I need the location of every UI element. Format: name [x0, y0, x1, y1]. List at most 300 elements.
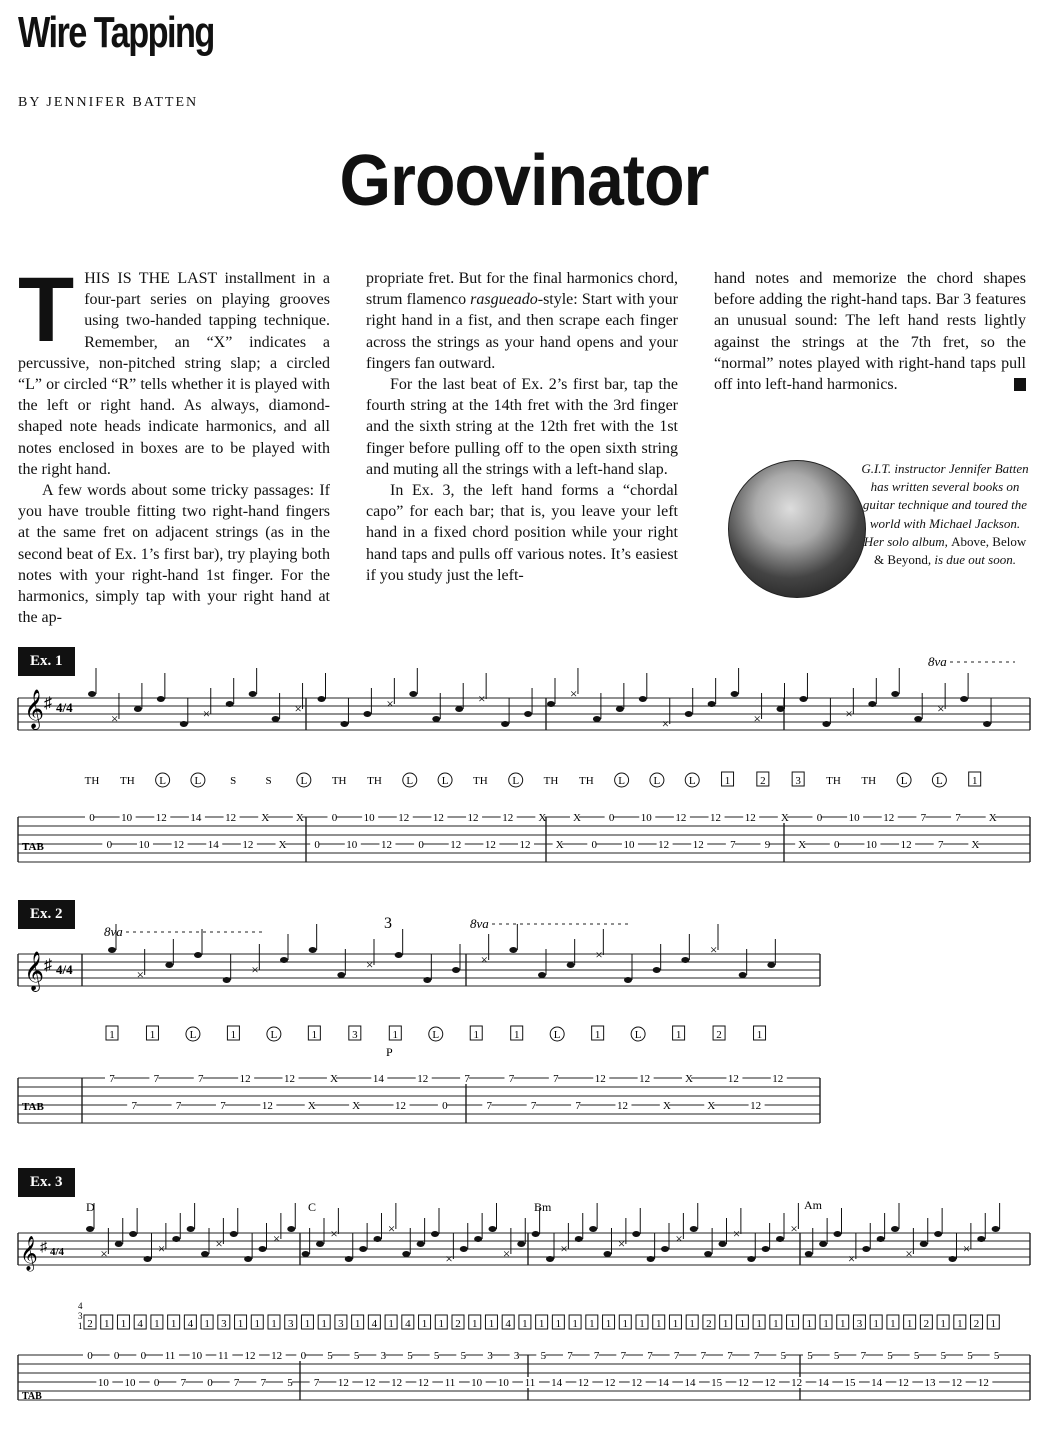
- x-notehead-icon: ×: [845, 706, 853, 721]
- hand-marking: 1: [321, 1318, 327, 1330]
- x-notehead-icon: ×: [215, 1236, 223, 1251]
- hand-marking: TH: [473, 775, 488, 787]
- x-notehead-icon: ×: [710, 942, 718, 957]
- notehead: [891, 691, 899, 697]
- tab-number: X: [707, 1100, 716, 1112]
- hand-markings: [84, 1315, 999, 1330]
- paragraph-text: hand notes and memorize the chord shapes before adding the right-hand taps. Bar 3 features an unusual sound: The left hand rests lightly against the strings at the 7th fret, so the “normal” notes played with right-hand taps pull off into left-hand harmonics.: [714, 270, 1026, 394]
- triplet-marking: 3: [384, 915, 392, 932]
- tab-number: X: [538, 812, 547, 824]
- hand-marking: 1: [839, 1318, 846, 1330]
- hand-marking: L: [553, 1029, 561, 1041]
- notehead: [983, 721, 991, 727]
- staff-lines: [18, 698, 1030, 730]
- hand-marking: L: [936, 775, 943, 787]
- tab-number: 12: [242, 839, 254, 851]
- tab-number: 12: [432, 812, 444, 824]
- hand-marking: 4: [187, 1318, 194, 1330]
- hand-marking: 1: [311, 1029, 318, 1041]
- tab-number: 0: [442, 1100, 448, 1112]
- notehead: [739, 972, 747, 978]
- tab-number: X: [307, 1100, 316, 1112]
- tab-number: 7: [620, 1350, 627, 1362]
- paragraph: [366, 268, 678, 374]
- x-notehead-icon: ×: [569, 686, 578, 701]
- notehead: [934, 1231, 942, 1237]
- notehead: [546, 1256, 554, 1262]
- hand-marking: S: [230, 775, 237, 787]
- notehead: [337, 972, 345, 978]
- time-signature: 4/4: [50, 1246, 65, 1258]
- tab-number: 5: [967, 1350, 973, 1362]
- notehead: [547, 701, 555, 707]
- tab-number: 12: [261, 1100, 273, 1112]
- hand-marking: 1: [392, 1029, 399, 1041]
- tab-number: X: [685, 1073, 694, 1085]
- x-notehead-icon: ×: [790, 1221, 798, 1236]
- tab-number: 12: [239, 1073, 251, 1085]
- tab-number: 15: [844, 1377, 856, 1389]
- tab-number: 12: [577, 1377, 589, 1389]
- hand-marking: 1: [773, 1318, 779, 1330]
- x-notehead-icon: ×: [937, 701, 945, 716]
- tab-number: 0: [418, 839, 424, 851]
- notehead: [639, 696, 647, 702]
- headline: Groovinator: [339, 141, 709, 221]
- tab-number: 7: [593, 1350, 600, 1362]
- notehead: [767, 962, 775, 968]
- tab-number: 10: [191, 1350, 203, 1362]
- hand-marking: 3: [338, 1318, 344, 1330]
- tab-number: 0: [207, 1377, 213, 1389]
- tab-number: 7: [464, 1073, 470, 1085]
- notehead: [460, 1246, 468, 1252]
- tab-number: X: [988, 812, 997, 824]
- tab-number: 7: [220, 1100, 226, 1112]
- tab-number: 10: [471, 1377, 483, 1389]
- tab-number: 12: [692, 839, 704, 851]
- hand-marking: 1: [204, 1318, 210, 1330]
- tab-number: 12: [398, 812, 410, 824]
- hand-marking: 1: [756, 1029, 763, 1041]
- tab-number: 12: [244, 1350, 256, 1362]
- hand-marking: 1: [957, 1318, 963, 1330]
- key-signature-sharp-icon: ♯: [44, 957, 52, 974]
- tab-number: 12: [337, 1377, 349, 1389]
- tab-number: 5: [807, 1350, 813, 1362]
- notehead: [345, 1256, 353, 1262]
- notehead: [86, 1226, 94, 1232]
- hand-marking: 1: [388, 1318, 394, 1330]
- tab-number: X: [662, 1100, 671, 1112]
- hand-marking: 1: [304, 1318, 311, 1330]
- hand-marking: 1: [572, 1318, 578, 1330]
- tab-number: 14: [372, 1073, 384, 1085]
- notehead: [567, 962, 575, 968]
- hand-marking: 2: [716, 1029, 722, 1041]
- hand-marking: 1: [237, 1318, 244, 1330]
- tab-number: 9: [764, 839, 771, 851]
- tab-number: 11: [218, 1350, 229, 1362]
- hand-marking: 3: [287, 1318, 294, 1330]
- hand-marking: 1: [739, 1318, 746, 1330]
- treble-clef-icon: 𝄞: [24, 691, 45, 728]
- notehead: [681, 957, 689, 963]
- notehead: [731, 691, 739, 697]
- notehead: [708, 701, 716, 707]
- album-title: Above, Below & Beyond: [874, 533, 1027, 568]
- x-notehead-icon: ×: [386, 696, 394, 711]
- tab-number: 12: [391, 1377, 403, 1389]
- tab-number: 7: [486, 1100, 493, 1112]
- caption-text: G.I.T. instructor Jennifer Batten has written several books on guitar technique and toured the world with Michael Jackson. Her solo album,: [861, 461, 1029, 549]
- x-notehead-icon: ×: [617, 1236, 626, 1251]
- tab-number: 7: [937, 839, 944, 851]
- hand-marking: 1: [354, 1318, 361, 1330]
- notehead: [134, 706, 142, 712]
- notehead: [538, 972, 546, 978]
- notehead: [747, 1256, 755, 1262]
- tab-number: 12: [155, 812, 167, 824]
- x-notehead-icon: ×: [330, 1226, 338, 1241]
- hand-marking: TH: [578, 775, 594, 787]
- hand-marking: 1: [555, 1318, 562, 1330]
- hand-marking: TH: [826, 775, 841, 787]
- tab-number: 0: [89, 812, 95, 824]
- hand-marking: 1: [488, 1318, 495, 1330]
- tab-number: 14: [871, 1377, 883, 1389]
- tab-number: 12: [639, 1073, 651, 1085]
- tab-number: 10: [497, 1377, 509, 1389]
- tab-number: 5: [887, 1350, 893, 1362]
- tab-number: 5: [407, 1350, 413, 1362]
- hand-markings: [106, 1026, 766, 1041]
- tab-clef: TAB: [22, 841, 44, 853]
- hand-marking: 3: [856, 1318, 863, 1330]
- chord-symbol: D: [86, 1200, 95, 1214]
- paragraph: In Ex. 3, the left hand forms a “chordal capo” for each bar; that is, you leave your left hand in a fixed chord position while your right hand taps and pulls off various notes. It’s easiest if you study just the left-: [366, 482, 678, 584]
- tab-number: 14: [684, 1377, 696, 1389]
- x-notehead-icon: ×: [675, 1231, 683, 1246]
- hand-marking: 1: [672, 1318, 679, 1330]
- paragraph-text: -style: Start with your right hand in a fist, and then scrape each finger across the strings as your hand opens and your fingers fan outward.: [366, 291, 679, 372]
- notehead: [517, 1241, 525, 1247]
- x-notehead-icon: ×: [202, 706, 211, 721]
- tab-number: X: [780, 812, 789, 824]
- octave-marking: 8va: [928, 654, 947, 669]
- x-notehead-icon: ×: [560, 1241, 568, 1256]
- pull-off-marking: P: [386, 1045, 393, 1059]
- hand-marking: TH: [543, 775, 559, 787]
- x-notehead-icon: ×: [100, 1246, 108, 1261]
- hand-marking: TH: [331, 775, 347, 787]
- author-photo: [728, 460, 866, 598]
- hand-marking: 1: [522, 1318, 528, 1330]
- tab-number: 7: [730, 839, 736, 851]
- notehead: [316, 1241, 324, 1247]
- hand-marking: 1: [722, 1318, 729, 1330]
- tab-number: 5: [780, 1350, 787, 1362]
- tab-number: 5: [460, 1350, 467, 1362]
- tab-number: 0: [87, 1350, 93, 1362]
- hand-marking: 1: [689, 1318, 695, 1330]
- notehead: [272, 716, 280, 722]
- tab-number: 12: [772, 1073, 784, 1085]
- notehead: [409, 691, 417, 697]
- notehead: [129, 1231, 137, 1237]
- tab-number: 12: [417, 1377, 429, 1389]
- notehead: [172, 1236, 180, 1242]
- tab-number: 12: [977, 1377, 989, 1389]
- tab-number: 12: [737, 1377, 749, 1389]
- notehead: [157, 696, 165, 702]
- hand-marking: 1: [254, 1318, 261, 1330]
- example-2-label: Ex. 2: [18, 900, 75, 929]
- tab-number: 3: [513, 1350, 520, 1362]
- time-signature: 4/4: [56, 962, 73, 977]
- tab-number: 10: [138, 839, 150, 851]
- example-1-label: Ex. 1: [18, 647, 75, 676]
- notehead: [359, 1246, 367, 1252]
- hand-marking: 4: [405, 1318, 411, 1330]
- notehead: [226, 701, 234, 707]
- hand-marking: 1: [890, 1318, 896, 1330]
- tab-number: 0: [153, 1377, 160, 1389]
- tab-number: 12: [631, 1377, 643, 1389]
- hand-marking: L: [900, 775, 908, 787]
- tab-number: 12: [467, 812, 479, 824]
- tab-number: 12: [380, 839, 392, 851]
- notehead: [632, 1231, 640, 1237]
- x-notehead-icon: ×: [294, 701, 302, 716]
- tab-number: 7: [198, 1073, 204, 1085]
- notehead: [452, 967, 460, 973]
- paragraph: [714, 268, 1026, 395]
- notehead: [891, 1226, 899, 1232]
- tab-number: 10: [640, 812, 652, 824]
- tab-number: 7: [753, 1350, 760, 1362]
- tab-number: 0: [331, 812, 338, 824]
- notehead: [165, 962, 173, 968]
- tab-number: 0: [106, 839, 113, 851]
- octave-marking: 8va: [104, 924, 123, 939]
- notehead: [402, 1251, 410, 1257]
- notehead: [685, 711, 693, 717]
- hand-marking: 1: [471, 1318, 478, 1330]
- example-1-notation: [0, 650, 1048, 870]
- tab-number: 12: [951, 1377, 963, 1389]
- fingering-number: 1: [78, 1321, 83, 1331]
- tab-number: 11: [524, 1377, 536, 1389]
- tab-number: 12: [284, 1073, 296, 1085]
- tab-number: 5: [833, 1350, 840, 1362]
- notehead: [524, 711, 532, 717]
- tab-number: 12: [604, 1377, 616, 1389]
- tab-number: 7: [860, 1350, 867, 1362]
- notehead: [287, 1226, 295, 1232]
- hand-marking: L: [618, 775, 625, 787]
- tab-number: 12: [594, 1073, 606, 1085]
- notehead: [593, 716, 601, 722]
- fingering-number: 4: [78, 1301, 83, 1311]
- paragraph-text: propriate fret. But for the final harmonics chord, strum flamenco: [366, 270, 678, 309]
- tab-number: 7: [530, 1100, 537, 1112]
- notehead: [374, 1236, 382, 1242]
- article-column-3: [714, 268, 1026, 395]
- hand-marking: 1: [724, 775, 731, 787]
- hand-marking: 4: [371, 1318, 378, 1330]
- x-notehead-icon: ×: [480, 952, 489, 967]
- treble-clef-icon: 𝄞: [24, 953, 45, 990]
- hand-marking: 1: [103, 1318, 110, 1330]
- tab-number: 5: [940, 1350, 947, 1362]
- tab-number: 5: [433, 1350, 440, 1362]
- notehead: [302, 1251, 310, 1257]
- tab-number: 5: [913, 1350, 920, 1362]
- tab-number: 12: [675, 812, 687, 824]
- hand-marking: 1: [655, 1318, 662, 1330]
- x-notehead-icon: ×: [110, 711, 119, 726]
- tab-number: 5: [327, 1350, 333, 1362]
- end-of-article-icon: [1014, 378, 1026, 391]
- tab-number: 7: [955, 812, 961, 824]
- tab-number: 7: [727, 1350, 733, 1362]
- tab-number: 0: [113, 1350, 120, 1362]
- tab-number: X: [278, 839, 287, 851]
- example-3-notation: [0, 1195, 1048, 1427]
- notehead: [423, 977, 431, 983]
- tab-number: 12: [883, 812, 895, 824]
- notehead: [805, 1251, 813, 1257]
- tab-number: 12: [173, 839, 185, 851]
- article-column-1: [18, 259, 330, 628]
- hand-marking: 3: [795, 775, 801, 787]
- hand-marking: 1: [622, 1318, 629, 1330]
- example-2-notation: [0, 910, 1048, 1145]
- tab-number: 12: [764, 1377, 776, 1389]
- notehead: [187, 1226, 195, 1232]
- tab-clef: TAB: [22, 1391, 42, 1402]
- treble-clef-icon: 𝄞: [20, 1237, 38, 1270]
- tab-number: 7: [575, 1100, 581, 1112]
- tab-number: X: [573, 812, 581, 824]
- notehead: [249, 691, 257, 697]
- notehead: [762, 1246, 770, 1252]
- tab-number: 12: [658, 839, 670, 851]
- hand-marking: 1: [149, 1029, 156, 1041]
- notehead: [244, 1256, 252, 1262]
- tab-number: 12: [484, 839, 496, 851]
- notehead: [914, 716, 922, 722]
- tab-number: 7: [175, 1100, 182, 1112]
- paragraph: For the last beat of Ex. 2’s first bar, tap the fourth string at the 14th fret with the 3rd finger and the sixth string at the 12th fret with the 1st finger before pulling off to the open sixth string and muting all the strings with a left-hand slap.: [366, 376, 678, 478]
- byline: BY JENNIFER BATTEN: [18, 95, 199, 110]
- hand-marking: L: [441, 775, 449, 787]
- tab-number: 12: [710, 812, 722, 824]
- paragraph: A few words about some tricky passages: If you have trouble fitting two right-hand fingers at the same fret on adjacent strings (as in the second beat of Ex. 1’s first bar), try playing both notes with your right-hand 1st finger. For the harmonics, simply tap with your right hand at the ap-: [18, 482, 330, 627]
- notehead: [949, 1256, 957, 1262]
- tab-number: 12: [450, 839, 462, 851]
- x-notehead-icon: ×: [962, 1241, 971, 1256]
- notehead: [960, 696, 968, 702]
- hand-marking: 2: [455, 1318, 461, 1330]
- octave-marking: 8va: [470, 916, 489, 931]
- example-3-label: Ex. 3: [18, 1168, 75, 1197]
- notehead: [799, 696, 807, 702]
- tab-number: 7: [700, 1350, 707, 1362]
- tab-numbers: [83, 1350, 1000, 1389]
- hand-marking: 1: [906, 1318, 913, 1330]
- tab-number: X: [261, 812, 270, 824]
- time-signature: 4/4: [56, 700, 73, 715]
- notehead: [777, 706, 785, 712]
- hand-marking: 1: [271, 1318, 277, 1330]
- hand-marking: 1: [120, 1318, 127, 1330]
- hand-marking: L: [159, 775, 166, 787]
- hand-marking: L: [194, 775, 202, 787]
- tab-number: 7: [313, 1377, 320, 1389]
- notehead: [363, 711, 371, 717]
- notehead: [489, 1226, 497, 1232]
- x-notehead-icon: ×: [732, 1226, 741, 1241]
- article-column-2: [366, 268, 678, 586]
- tab-number: 12: [364, 1377, 376, 1389]
- hand-marking: L: [300, 775, 308, 787]
- notehead: [661, 1246, 669, 1252]
- tab-number: 12: [791, 1377, 803, 1389]
- x-notehead-icon: ×: [445, 1251, 453, 1266]
- x-notehead-icon: ×: [753, 711, 761, 726]
- tab-number: 12: [750, 1100, 762, 1112]
- x-notehead-icon: ×: [478, 691, 486, 706]
- hand-marking: L: [189, 1029, 197, 1041]
- notehead: [318, 696, 326, 702]
- x-notehead-icon: ×: [366, 957, 374, 972]
- fingering-number: 3: [78, 1311, 83, 1321]
- chord-symbol: C: [308, 1200, 317, 1214]
- hand-marking: 1: [823, 1318, 829, 1330]
- hand-marking: 1: [170, 1318, 177, 1330]
- notehead: [417, 1241, 425, 1247]
- tab-number: 7: [131, 1100, 137, 1112]
- tab-number: 7: [180, 1377, 187, 1389]
- tab-number: 10: [848, 812, 860, 824]
- hand-marking: L: [432, 1029, 440, 1041]
- tab-number: 7: [553, 1073, 559, 1085]
- tab-number: 14: [551, 1377, 563, 1389]
- hand-marking: L: [653, 775, 661, 787]
- notehead: [868, 701, 876, 707]
- tab-number: 7: [673, 1350, 680, 1362]
- tab-number: 14: [190, 812, 202, 824]
- notehead: [431, 1231, 439, 1237]
- tab-number: X: [555, 839, 564, 851]
- notehead: [647, 1256, 655, 1262]
- tab-number: 7: [508, 1073, 515, 1085]
- notehead: [230, 1231, 238, 1237]
- notehead: [180, 721, 188, 727]
- hand-marking: TH: [84, 775, 100, 787]
- hand-marking: L: [270, 1029, 278, 1041]
- hand-marking: L: [512, 775, 520, 787]
- tab-number: 10: [363, 812, 375, 824]
- tab-number: 10: [124, 1377, 136, 1389]
- notehead: [575, 1236, 583, 1242]
- tab-number: 5: [993, 1350, 1000, 1362]
- tab-number: 12: [727, 1073, 739, 1085]
- tab-number: 0: [300, 1350, 307, 1362]
- tab-number: 0: [608, 812, 615, 824]
